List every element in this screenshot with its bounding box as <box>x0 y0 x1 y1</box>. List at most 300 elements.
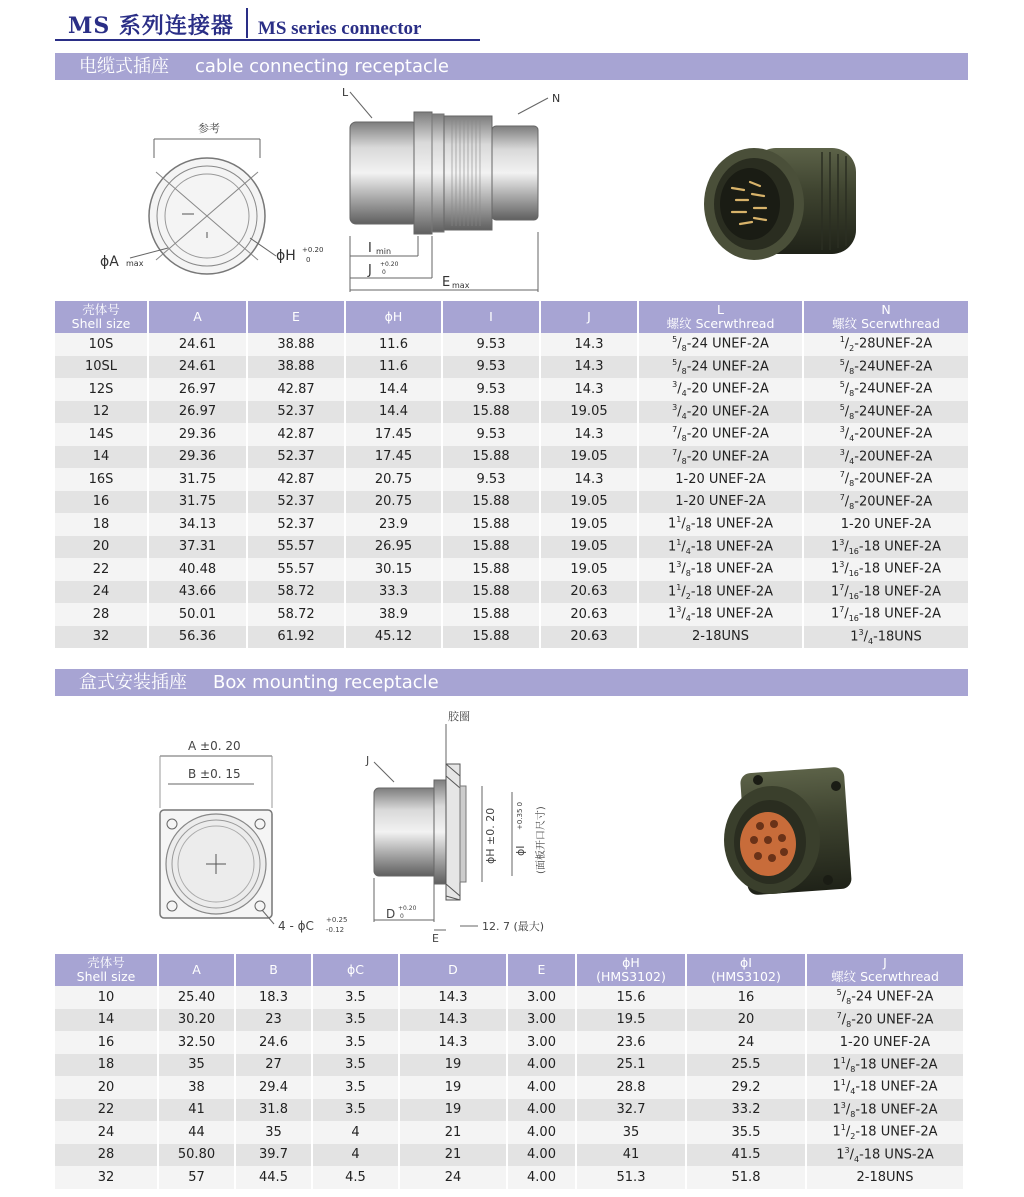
j-label: J <box>368 263 372 278</box>
table-cell: 17.45 <box>345 446 442 469</box>
table-cell: $1^3/_8-18$ UNEF-2A <box>806 1099 963 1122</box>
title-divider <box>246 8 248 38</box>
table-cell: 28 <box>55 1144 158 1167</box>
table-cell: 25.40 <box>158 986 235 1009</box>
table-cell: 30.20 <box>158 1009 235 1032</box>
table-cell: 4 <box>312 1121 399 1144</box>
i-min-label: I <box>368 241 372 256</box>
ref-label: 参考 <box>198 122 220 135</box>
section1-col-header <box>247 301 345 333</box>
table-row <box>55 1099 963 1122</box>
table-cell: $1^1/_8-18$ UNEF-2A <box>638 513 803 536</box>
a-max-sub: max <box>126 259 144 268</box>
table-cell: $1^3/_4-18$ UNS-2A <box>806 1144 963 1167</box>
e-dim-label: E <box>432 932 439 945</box>
table-cell: 20 <box>55 536 148 559</box>
table-cell: 14 <box>55 1009 158 1032</box>
table-cell: 1-20 UNEF-2A <box>638 491 803 514</box>
table-row <box>55 468 968 491</box>
d-dim-label: D <box>386 907 396 921</box>
table-cell: 14.3 <box>399 1009 507 1032</box>
table-cell: 29.36 <box>148 423 247 446</box>
col-header-label: ϕC <box>347 962 364 977</box>
section2-col-header <box>158 954 235 986</box>
n-label: N <box>552 92 561 105</box>
table-cell: 22 <box>55 558 148 581</box>
table-cell: 41.5 <box>686 1144 806 1167</box>
table-cell: 58.72 <box>247 603 345 626</box>
table-cell: 19.05 <box>540 513 638 536</box>
table-cell: 30.15 <box>345 558 442 581</box>
j-tol-lo: 0 <box>382 269 386 276</box>
table-cell: 32.50 <box>158 1031 235 1054</box>
section2-col-header <box>806 954 963 986</box>
table-cell: 55.57 <box>247 558 345 581</box>
table-cell: $1^7/_{16}-18$ UNEF-2A <box>803 603 968 626</box>
table-cell: 23.6 <box>576 1031 686 1054</box>
c-dim-label: 4 - ϕC <box>278 919 314 933</box>
section2-col-header <box>399 954 507 986</box>
table-cell: $^5/_8-24UNEF-2A$ <box>803 401 968 424</box>
table-cell: 20.63 <box>540 603 638 626</box>
table-cell: 32.7 <box>576 1099 686 1122</box>
d-tol-up: +0.20 <box>398 905 417 912</box>
table-cell: 9.53 <box>442 333 540 356</box>
table-cell: 15.88 <box>442 446 540 469</box>
table-cell: 4.00 <box>507 1099 576 1122</box>
table-cell: 19.05 <box>540 558 638 581</box>
col-header-sublabel: 螺纹 Scerwthread <box>666 316 775 331</box>
table-row <box>55 1144 963 1167</box>
table-cell: 4.00 <box>507 1121 576 1144</box>
table-cell: $^7/_8-20UNEF-2A$ <box>803 491 968 514</box>
table-cell: 26.97 <box>148 401 247 424</box>
table-cell: 14.3 <box>540 356 638 379</box>
section-box-receptacle-title <box>55 669 968 696</box>
col-header-label: J <box>587 309 591 324</box>
table-cell: 20 <box>55 1076 158 1099</box>
table-row <box>55 986 963 1009</box>
section2-col-header <box>55 954 158 986</box>
table-row <box>55 513 968 536</box>
box-receptacle-table <box>55 954 963 1189</box>
table-cell: 3.00 <box>507 986 576 1009</box>
cable-receptacle-photo <box>692 138 872 268</box>
table-cell: 16S <box>55 468 148 491</box>
table-row <box>55 1121 963 1144</box>
table-cell: 15.88 <box>442 513 540 536</box>
table-cell: 42.87 <box>247 378 345 401</box>
max-127-label: 12. 7 (最大) <box>482 920 545 933</box>
table-cell: 4.5 <box>312 1166 399 1189</box>
table-cell: 9.53 <box>442 423 540 446</box>
col-header-label: ϕH <box>622 955 640 970</box>
table-cell: 22 <box>55 1099 158 1122</box>
table-cell: 52.37 <box>247 446 345 469</box>
table-cell: 20.63 <box>540 581 638 604</box>
table-cell: 28 <box>55 603 148 626</box>
table-cell: 32 <box>55 1166 158 1189</box>
table-cell: $1^3/_{16}-18$ UNEF-2A <box>803 536 968 559</box>
table-cell: 15.88 <box>442 536 540 559</box>
table-cell: 39.7 <box>235 1144 312 1167</box>
table-cell: $^5/_8-24$ UNEF-2A <box>806 986 963 1009</box>
h-tol-lo: 0 <box>306 256 311 264</box>
section1-col-header <box>148 301 247 333</box>
table-cell: 14.3 <box>540 378 638 401</box>
section1-col-header <box>442 301 540 333</box>
table-cell: 31.8 <box>235 1099 312 1122</box>
col-header-label: D <box>448 962 458 977</box>
table-cell: 52.37 <box>247 401 345 424</box>
table-cell: 38.9 <box>345 603 442 626</box>
table-cell: 9.53 <box>442 468 540 491</box>
table-cell: 21 <box>399 1144 507 1167</box>
table-cell: 29.2 <box>686 1076 806 1099</box>
e-max-label: E <box>442 275 451 290</box>
table-cell: 32 <box>55 626 148 649</box>
table-cell: 15.88 <box>442 558 540 581</box>
col-header-sublabel: Shell size <box>76 969 136 984</box>
table-cell: 3.00 <box>507 1009 576 1032</box>
section2-col-header <box>686 954 806 986</box>
table-cell: $^5/_8-24$ UNEF-2A <box>638 356 803 379</box>
table-cell: 55.57 <box>247 536 345 559</box>
panel-note-label: (面板开口尺寸) <box>536 806 547 874</box>
table-cell: 19.05 <box>540 536 638 559</box>
table-cell: $1^1/_8-18$ UNEF-2A <box>806 1054 963 1077</box>
col-header-label: N <box>881 302 891 317</box>
table-row <box>55 1031 963 1054</box>
section1-col-header <box>55 301 148 333</box>
table-cell: 9.53 <box>442 356 540 379</box>
table-header-row <box>55 301 968 333</box>
table-cell: 35 <box>235 1121 312 1144</box>
j-thread-label: J <box>366 754 370 767</box>
table-cell: 19 <box>399 1076 507 1099</box>
table-cell: 42.87 <box>247 423 345 446</box>
section2-title-en: Box mounting receptacle <box>213 672 439 693</box>
table-cell: 23.9 <box>345 513 442 536</box>
table-cell: 2-18UNS <box>638 626 803 649</box>
table-cell: 1-20 UNEF-2A <box>638 468 803 491</box>
table-cell: 28.8 <box>576 1076 686 1099</box>
table-cell: 50.01 <box>148 603 247 626</box>
table-cell: 24.61 <box>148 356 247 379</box>
table-cell: 33.3 <box>345 581 442 604</box>
table-cell: $1^3/_4-18$ UNEF-2A <box>638 603 803 626</box>
b-dim-label: B ±0. 15 <box>188 767 241 781</box>
col-header-label: J <box>883 955 887 970</box>
table-cell: 17.45 <box>345 423 442 446</box>
table-cell: 12 <box>55 401 148 424</box>
table-cell: 3.5 <box>312 1031 399 1054</box>
table-cell: 50.80 <box>158 1144 235 1167</box>
table-cell: 3.5 <box>312 1099 399 1122</box>
table-cell: 51.8 <box>686 1166 806 1189</box>
section2-col-header <box>576 954 686 986</box>
table-cell: 15.88 <box>442 401 540 424</box>
table-cell: 31.75 <box>148 468 247 491</box>
section1-title-cn: 电缆式插座 <box>79 56 169 77</box>
table-cell: 26.95 <box>345 536 442 559</box>
i-dim-label: ϕI <box>514 845 527 856</box>
table-cell: 3.00 <box>507 1031 576 1054</box>
box-front-view-drawing <box>150 728 360 938</box>
box-side-view-drawing <box>362 706 562 946</box>
table-row <box>55 1009 963 1032</box>
h-tol-up: +0.20 <box>302 246 324 254</box>
table-cell: 4.00 <box>507 1166 576 1189</box>
i-min-sub: min <box>376 247 392 256</box>
table-cell: 24.6 <box>235 1031 312 1054</box>
table-cell: 52.37 <box>247 513 345 536</box>
table-cell: 42.87 <box>247 468 345 491</box>
section1-col-header <box>638 301 803 333</box>
table-row <box>55 1166 963 1189</box>
table-cell: $1^7/_{16}-18$ UNEF-2A <box>803 581 968 604</box>
table-cell: 4.00 <box>507 1144 576 1167</box>
table-row <box>55 536 968 559</box>
table-cell: 3.5 <box>312 1054 399 1077</box>
table-cell: 45.12 <box>345 626 442 649</box>
table-cell: 44 <box>158 1121 235 1144</box>
table-cell: 19.05 <box>540 491 638 514</box>
table-cell: 15.88 <box>442 491 540 514</box>
col-header-label: 壳体号 <box>87 955 125 970</box>
page-header <box>68 6 421 40</box>
table-cell: 33.2 <box>686 1099 806 1122</box>
table-cell: 4.00 <box>507 1054 576 1077</box>
table-cell: 25.1 <box>576 1054 686 1077</box>
table-cell: 35 <box>576 1121 686 1144</box>
table-cell: 2-18UNS <box>806 1166 963 1189</box>
table-cell: $^7/_8-20$ UNEF-2A <box>638 446 803 469</box>
table-cell: 24 <box>55 581 148 604</box>
table-cell: $^3/_4-20UNEF-2A$ <box>803 423 968 446</box>
col-header-sublabel: Shell size <box>71 316 131 331</box>
col-header-label: L <box>717 302 724 317</box>
table-cell: 41 <box>576 1144 686 1167</box>
table-cell: 44.5 <box>235 1166 312 1189</box>
table-cell: 38.88 <box>247 356 345 379</box>
table-cell: 14.4 <box>345 401 442 424</box>
table-row <box>55 423 968 446</box>
table-cell: 58.72 <box>247 581 345 604</box>
col-header-label: I <box>489 309 493 324</box>
table-cell: 19 <box>399 1054 507 1077</box>
table-cell: 16 <box>55 491 148 514</box>
table-cell: $^5/_8-24$ UNEF-2A <box>638 333 803 356</box>
table-cell: $1^1/_2-18$ UNEF-2A <box>806 1121 963 1144</box>
table-cell: 14.3 <box>399 1031 507 1054</box>
table-cell: 29.36 <box>148 446 247 469</box>
table-row <box>55 581 968 604</box>
table-cell: 21 <box>399 1121 507 1144</box>
table-cell: 20.75 <box>345 468 442 491</box>
table-cell: $^5/_8-24UNEF-2A$ <box>803 378 968 401</box>
table-cell: 4 <box>312 1144 399 1167</box>
table-cell: 15.6 <box>576 986 686 1009</box>
c-tol-lo: -0.12 <box>326 926 345 934</box>
table-cell: 24 <box>55 1121 158 1144</box>
table-row <box>55 1054 963 1077</box>
section-cable-receptacle-title <box>55 53 968 80</box>
table-cell: 14.3 <box>540 333 638 356</box>
table-row <box>55 446 968 469</box>
table-cell: $1^3/_{16}-18$ UNEF-2A <box>803 558 968 581</box>
table-cell: 23 <box>235 1009 312 1032</box>
table-cell: $1^3/_8-18$ UNEF-2A <box>638 558 803 581</box>
page-title-cn: MS 系列连接器 <box>68 13 234 39</box>
table-cell: 40.48 <box>148 558 247 581</box>
table-cell: 18 <box>55 513 148 536</box>
col-header-label: ϕH <box>384 309 403 324</box>
table-cell: $^1/_2-28UNEF-2A$ <box>803 333 968 356</box>
section2-col-header <box>235 954 312 986</box>
table-cell: 16 <box>55 1031 158 1054</box>
table-cell: 9.53 <box>442 378 540 401</box>
table-cell: $1^1/_2-18$ UNEF-2A <box>638 581 803 604</box>
table-row <box>55 378 968 401</box>
table-cell: 26.97 <box>148 378 247 401</box>
table-cell: $^7/_8-20UNEF-2A$ <box>803 468 968 491</box>
table-cell: $1^1/_4-18$ UNEF-2A <box>638 536 803 559</box>
col-header-sublabel: (HMS3102) <box>596 969 666 984</box>
table-cell: 38.88 <box>247 333 345 356</box>
table-cell: 14S <box>55 423 148 446</box>
table-cell: 16 <box>686 986 806 1009</box>
table-header-row <box>55 954 963 986</box>
section2-col-header <box>312 954 399 986</box>
table-cell: 12S <box>55 378 148 401</box>
table-cell: $1^3/_4-18UNS$ <box>803 626 968 649</box>
header-underline <box>55 39 480 41</box>
table-cell: 34.13 <box>148 513 247 536</box>
col-header-label: 壳体号 <box>82 302 120 317</box>
table-cell: $^7/_8-20$ UNEF-2A <box>806 1009 963 1032</box>
table-row <box>55 1076 963 1099</box>
section1-col-header <box>540 301 638 333</box>
table-row <box>55 401 968 424</box>
l-label: L <box>342 86 349 99</box>
table-cell: 52.37 <box>247 491 345 514</box>
table-cell: 14.3 <box>399 986 507 1009</box>
table-cell: 19.5 <box>576 1009 686 1032</box>
table-cell: 4.00 <box>507 1076 576 1099</box>
table-cell: 3.5 <box>312 1009 399 1032</box>
j-tol-up: +0.20 <box>380 261 399 268</box>
table-cell: 11.6 <box>345 333 442 356</box>
table-cell: $1^1/_4-18$ UNEF-2A <box>806 1076 963 1099</box>
section2-col-header <box>507 954 576 986</box>
table-row <box>55 626 968 649</box>
col-header-label: A <box>193 309 202 324</box>
table-cell: 37.31 <box>148 536 247 559</box>
table-cell: 61.92 <box>247 626 345 649</box>
table-row <box>55 558 968 581</box>
table-row <box>55 333 968 356</box>
table-cell: 3.5 <box>312 1076 399 1099</box>
table-cell: $^5/_8-24UNEF-2A$ <box>803 356 968 379</box>
section1-title-en: cable connecting receptacle <box>195 56 449 77</box>
table-cell: 20.75 <box>345 491 442 514</box>
table-cell: $^3/_4-20UNEF-2A$ <box>803 446 968 469</box>
table-cell: 14.3 <box>540 468 638 491</box>
col-header-sublabel: (HMS3102) <box>711 969 781 984</box>
c-tol-up: +0.25 <box>326 916 348 924</box>
table-cell: 10S <box>55 333 148 356</box>
section1-col-header <box>345 301 442 333</box>
table-cell: 35 <box>158 1054 235 1077</box>
table-cell: 41 <box>158 1099 235 1122</box>
table-cell: 1-20 UNEF-2A <box>806 1031 963 1054</box>
table-cell: 31.75 <box>148 491 247 514</box>
table-cell: 14.3 <box>540 423 638 446</box>
table-cell: 27 <box>235 1054 312 1077</box>
col-header-label: ϕI <box>740 955 752 970</box>
table-cell: 43.66 <box>148 581 247 604</box>
col-header-sublabel: 螺纹 Scerwthread <box>832 316 940 331</box>
table-cell: 15.88 <box>442 626 540 649</box>
table-cell: 14 <box>55 446 148 469</box>
table-cell: 25.5 <box>686 1054 806 1077</box>
table-cell: 18 <box>55 1054 158 1077</box>
table-cell: 19.05 <box>540 401 638 424</box>
table-cell: 14.4 <box>345 378 442 401</box>
a-dim-label: A ±0. 20 <box>188 739 241 753</box>
table-cell: 19 <box>399 1099 507 1122</box>
table-cell: 15.88 <box>442 603 540 626</box>
table-cell: 56.36 <box>148 626 247 649</box>
table-cell: 29.4 <box>235 1076 312 1099</box>
table-cell: 3.5 <box>312 986 399 1009</box>
table-cell: 38 <box>158 1076 235 1099</box>
section2-title-cn: 盒式安装插座 <box>79 672 187 693</box>
table-cell: $^3/_4-20$ UNEF-2A <box>638 378 803 401</box>
d-tol-lo: 0 <box>400 913 404 920</box>
a-max-label: ϕA <box>100 254 119 270</box>
table-cell: 24 <box>399 1166 507 1189</box>
i-tol-label: +0.35 0 <box>516 801 524 830</box>
table-cell: 1-20 UNEF-2A <box>803 513 968 536</box>
table-cell: 15.88 <box>442 581 540 604</box>
table-cell: 57 <box>158 1166 235 1189</box>
cable-receptacle-table <box>55 301 968 648</box>
table-cell: 24 <box>686 1031 806 1054</box>
front-view-drawing <box>90 110 350 290</box>
h-label: ϕH <box>276 248 296 264</box>
col-header-label: E <box>292 309 300 324</box>
table-row <box>55 603 968 626</box>
col-header-label: B <box>269 962 278 977</box>
table-cell: $^7/_8-20$ UNEF-2A <box>638 423 803 446</box>
page-title-en: MS series connector <box>257 18 422 39</box>
section1-col-header <box>803 301 968 333</box>
table-cell: 11.6 <box>345 356 442 379</box>
table-cell: 24.61 <box>148 333 247 356</box>
col-header-sublabel: 螺纹 Scerwthread <box>831 969 939 984</box>
table-row <box>55 491 968 514</box>
table-cell: 35.5 <box>686 1121 806 1144</box>
e-max-sub: max <box>452 281 470 290</box>
table-cell: 10SL <box>55 356 148 379</box>
side-view-drawing <box>338 84 568 296</box>
col-header-label: E <box>537 962 546 977</box>
table-cell: 20.63 <box>540 626 638 649</box>
table-cell: $^3/_4-20$ UNEF-2A <box>638 401 803 424</box>
table-cell: 18.3 <box>235 986 312 1009</box>
